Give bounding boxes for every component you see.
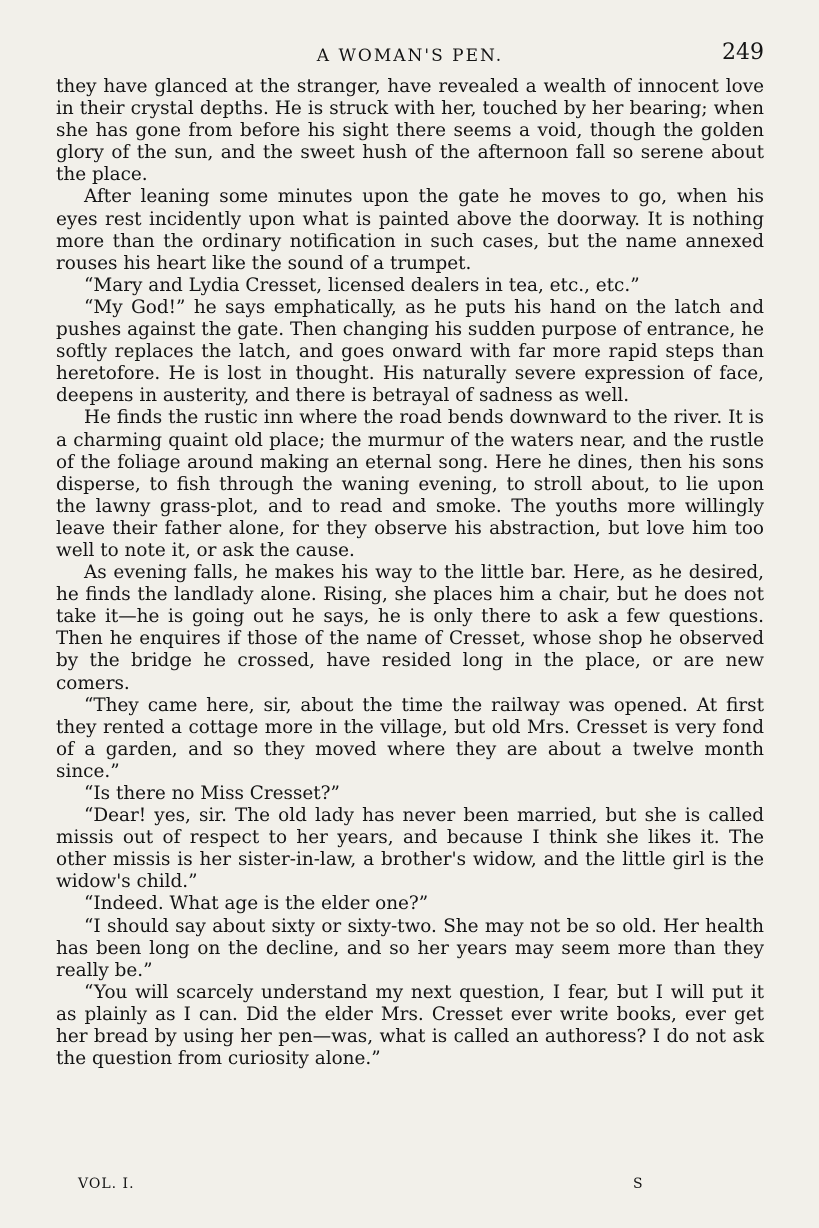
- paragraph: After leaning some minutes upon the gate he moves to go, when his eyes rest incidently upon what is painted above the doorway. It is nothing more than the ordinary notification in such cases, but the name annexed rouses his heart like the sound of a trumpet.: [56, 186, 764, 274]
- page-header: [56, 40, 764, 76]
- paragraph: “You will scarcely understand my next question, I fear, but I will put it as plainly as I can. Did the elder Mrs. Cresset ever write books, ever get her bread by using her pen—was, what is called an authoress? I do not ask the question from curiosity alone.”: [56, 981, 764, 1070]
- running-head: A WOMAN'S PEN.: [316, 46, 504, 66]
- signature-mark: S: [633, 1176, 644, 1192]
- paragraph: He finds the rustic inn where the road bends downward to the river. It is a charming quaint old place; the murmur of the waters near, and the rustle of the foliage around making an eternal song. Here he dines, then his sons disperse, to fish through the waning evening, to stroll about, to lie upon the lawny grass-plot, and to read and smoke. The youths more willingly leave their father alone, for they observe his abstraction, but love him too well to note it, or ask the cause.: [56, 407, 764, 561]
- paragraph: “They came here, sir, about the time the railway was opened. At first they rented a cottage more in the village, but old Mrs. Cresset is very fond of a garden, and so they moved where they are about a twelve month since.”: [56, 694, 764, 782]
- paragraph: “Is there no Miss Cresset?”: [84, 783, 340, 804]
- paragraph: “Indeed. What age is the elder one?”: [84, 893, 429, 915]
- paragraph: “My God!” he says emphatically, as he puts his hand on the latch and pushes against the gate. Then changing his sudden purpose of entrance, he softly replaces the latch, and goes onward with far more rapid steps than heretofore. He is lost in thought. His naturally severe expression of face, deepens in austerity, and there is betrayal of sadness as well.: [56, 296, 764, 407]
- volume-mark: VOL. I.: [78, 1176, 135, 1192]
- paragraph: “Mary and Lydia Cresset, licensed dealers in tea, etc., etc.”: [84, 274, 640, 296]
- book-page: [56, 40, 764, 1192]
- paragraph: they have glanced at the stranger, have revealed a wealth of innocent love in their crystal depths. He is struck with her, touched by her bearing; when she has gone from before his sight there seems a void, though the golden glory of the sun, and the sweet hush of the afternoon fall so serene about the place.: [56, 76, 764, 186]
- paragraph: “Dear! yes, sir. The old lady has never been married, but she is called missis out of respect to her years, and because I think she likes it. The other missis is her sister-in-law, a brother's widow, and the little girl is the widow's child.”: [56, 805, 764, 893]
- page-number: 249: [722, 40, 764, 65]
- body-text: [56, 76, 764, 1070]
- paragraph: “I should say about sixty or sixty-two. She may not be so old. Her health has been long on the decline, and so her years may seem more than they really be.”: [56, 915, 764, 981]
- paragraph: As evening falls, he makes his way to the little bar. Here, as he desired, he finds the landlady alone. Rising, she places him a chair, but he does not take it—he is going out he says, he is only there to ask a few questions. Then he enquires if those of the name of Cresset, whose shop he observed by the bridge he crossed, have resided long in the place, or are new comers.: [56, 562, 764, 694]
